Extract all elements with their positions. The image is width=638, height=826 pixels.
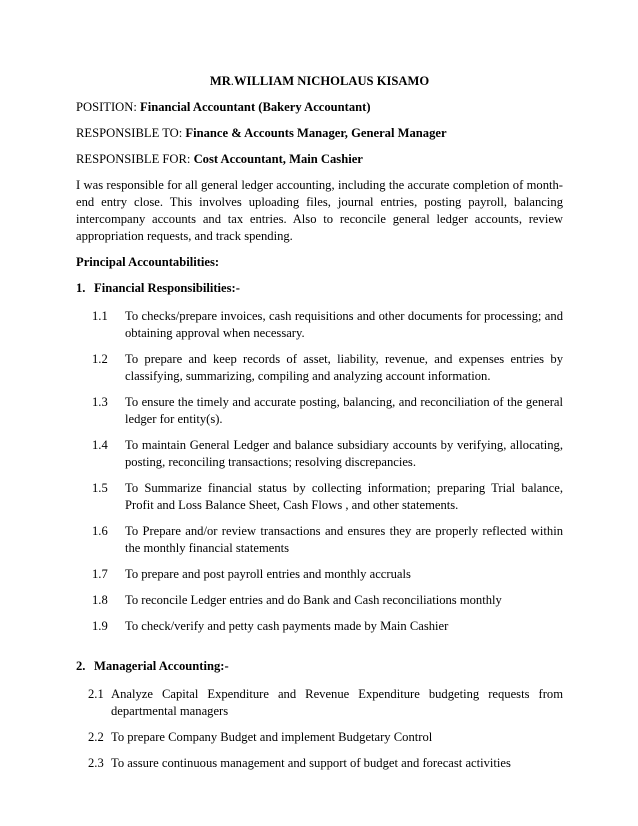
- item-text: To prepare and keep records of asset, liability, revenue, and expenses entries by classifying, summarizing, compiling and analyzing account information.: [125, 352, 563, 383]
- section-1-number: 1.: [76, 281, 86, 295]
- position-label: POSITION:: [76, 100, 141, 114]
- item-number: 2.1: [88, 687, 104, 701]
- position-value: Financial Accountant (Bakery Accountant): [140, 100, 371, 114]
- principal-heading: Principal Accountabilities:: [76, 255, 220, 269]
- list-item: [76, 480, 563, 514]
- section-1-title: Financial Responsibilities:-: [94, 281, 240, 295]
- list-item: [76, 523, 563, 557]
- list-item: [76, 394, 563, 428]
- item-text: To Summarize financial status by collecting information; preparing Trial balance, Profit and Loss Balance Sheet, Cash Flows , and other statements.: [125, 481, 563, 512]
- item-text: To maintain General Ledger and balance subsidiary accounts by verifying, allocating, posting, reconciling transactions; resolving discrepancies.: [125, 438, 563, 469]
- list-item: [76, 755, 563, 772]
- item-text: To ensure the timely and accurate posting, balancing, and reconciliation of the general ledger for entity(s).: [125, 395, 563, 426]
- list-item: [76, 618, 563, 635]
- item-number: 1.8: [92, 593, 108, 607]
- responsible-for-line: [76, 151, 563, 168]
- item-number: 2.3: [88, 756, 104, 770]
- section-1-heading: [76, 280, 563, 297]
- list-item: [76, 686, 563, 720]
- item-text: To Prepare and/or review transactions and ensures they are properly reflected within the monthly financial statements: [125, 524, 563, 555]
- section-2-list: [76, 686, 563, 772]
- responsible-for-value: Cost Accountant, Main Cashier: [193, 152, 363, 166]
- document-page: [76, 73, 563, 781]
- section-2-heading: [76, 658, 563, 675]
- list-item: [76, 592, 563, 609]
- item-text: To prepare Company Budget and implement Budgetary Control: [111, 730, 433, 744]
- position-line: [76, 99, 563, 116]
- list-item: [76, 308, 563, 342]
- item-text: Analyze Capital Expenditure and Revenue Expenditure budgeting requests from departmental managers: [111, 687, 563, 718]
- name-separator: .: [230, 74, 234, 88]
- item-text: To prepare and post payroll entries and monthly accruals: [125, 567, 411, 581]
- name-prefix: MR: [209, 74, 231, 88]
- item-number: 1.1: [92, 309, 108, 323]
- list-item: [76, 437, 563, 471]
- item-text: To check/verify and petty cash payments made by Main Cashier: [125, 619, 449, 633]
- responsible-for-label: RESPONSIBLE FOR:: [76, 152, 194, 166]
- item-number: 1.6: [92, 524, 108, 538]
- item-text: To reconcile Ledger entries and do Bank and Cash reconciliations monthly: [125, 593, 502, 607]
- section-spacer: [76, 644, 563, 658]
- item-number: 1.7: [92, 567, 108, 581]
- document-title: [76, 73, 563, 90]
- list-item: [76, 351, 563, 385]
- responsible-to-line: [76, 125, 563, 142]
- responsible-to-value: Finance & Accounts Manager, General Manager: [185, 126, 447, 140]
- section-1-list: [76, 308, 563, 635]
- list-item: [76, 729, 563, 746]
- item-number: 1.3: [92, 395, 108, 409]
- item-text: To checks/prepare invoices, cash requisitions and other documents for processing; and obtaining approval when necessary.: [125, 309, 563, 340]
- section-2-number: 2.: [76, 659, 86, 673]
- person-name: WILLIAM NICHOLAUS KISAMO: [233, 74, 430, 88]
- item-number: 1.4: [92, 438, 108, 452]
- responsible-to-label: RESPONSIBLE TO:: [76, 126, 186, 140]
- list-item: [76, 566, 563, 583]
- item-number: 1.2: [92, 352, 108, 366]
- item-number: 1.9: [92, 619, 108, 633]
- item-number: 1.5: [92, 481, 108, 495]
- item-text: To assure continuous management and support of budget and forecast activities: [111, 756, 511, 770]
- section-2-title: Managerial Accounting:-: [94, 659, 229, 673]
- item-number: 2.2: [88, 730, 104, 744]
- summary-paragraph: I was responsible for all general ledger accounting, including the accurate completion of month-end entry close. This involves uploading files, journal entries, posting payroll, balancing intercompany accounts and tax entries. Also to reconcile general ledger accounts, review appropriation requests, and track spending.: [76, 178, 563, 243]
